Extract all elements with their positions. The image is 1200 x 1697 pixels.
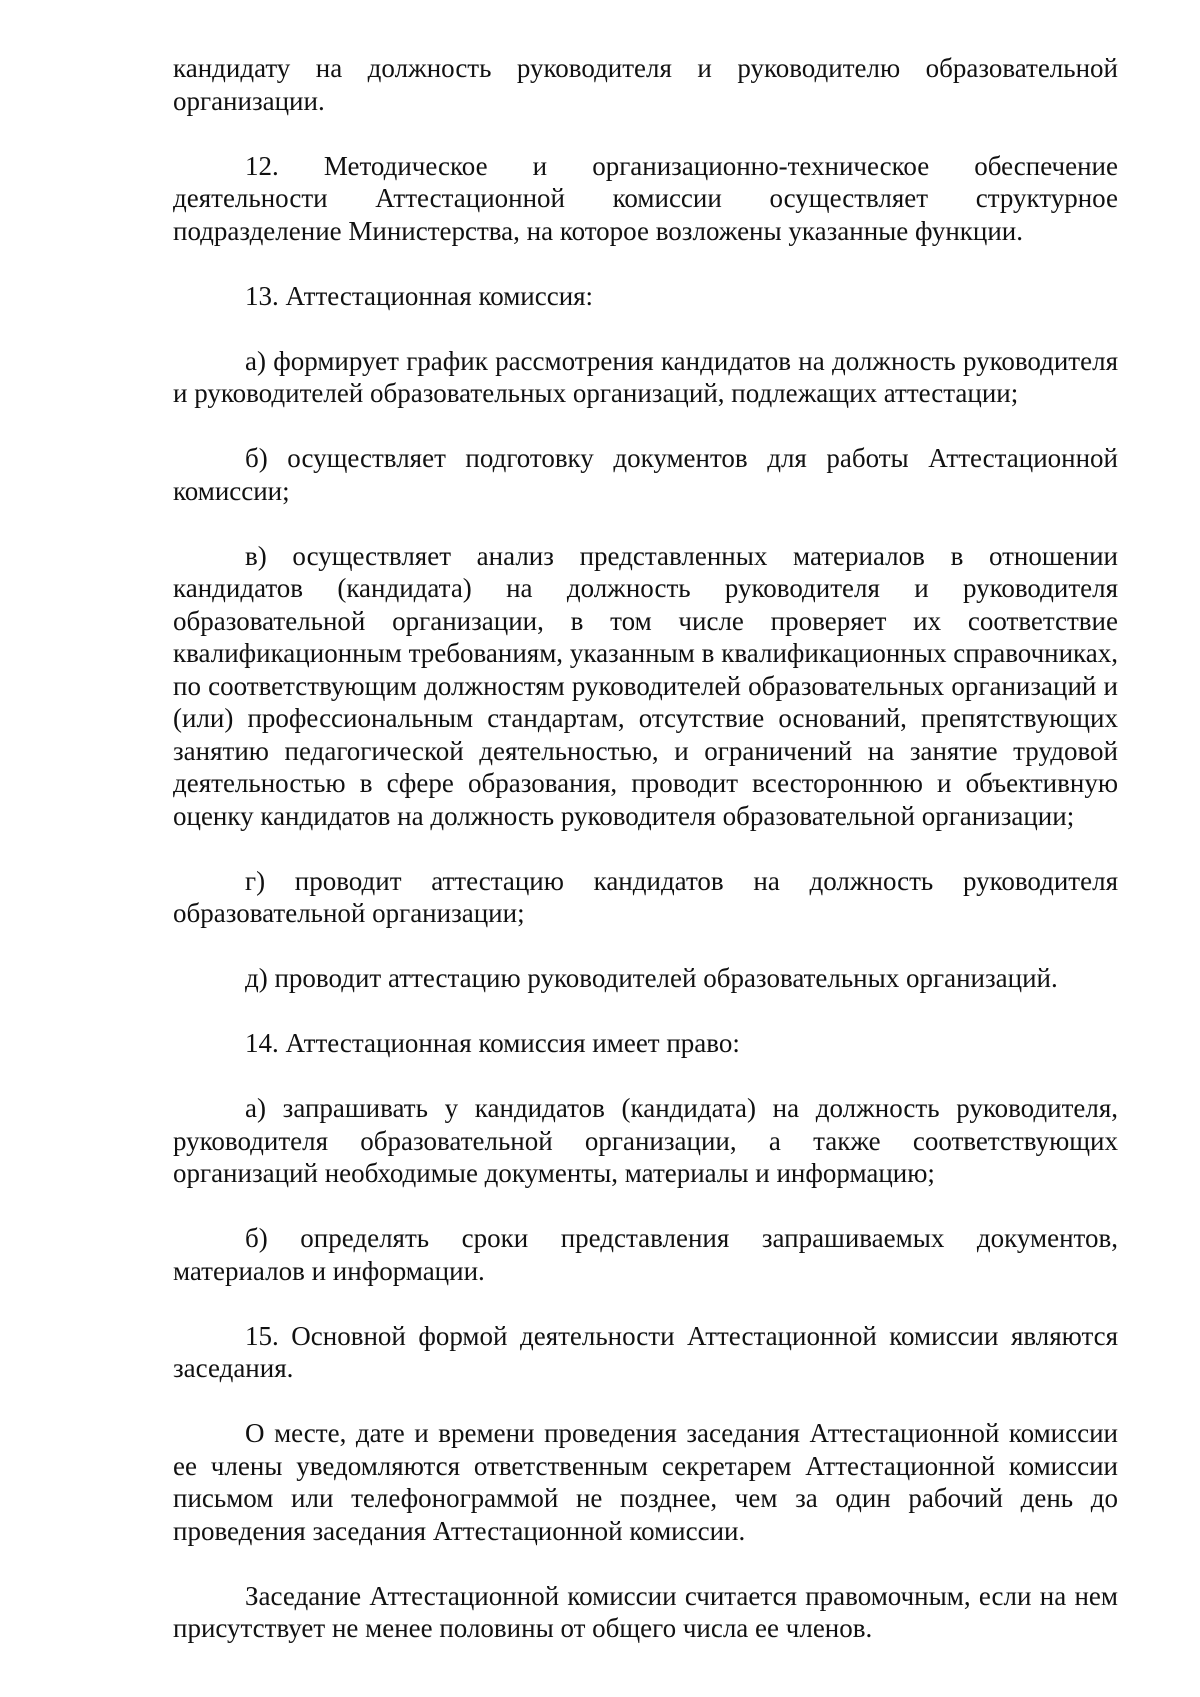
paragraph-14-a: а) запрашивать у кандидатов (кандидата) на должность руководителя, руководителя образовательной организации, а также соответствующих организаций необходимые документы, материалы и информацию; <box>173 1093 1118 1188</box>
paragraph-item-14: 14. Аттестационная комиссия имеет право: <box>245 1028 740 1058</box>
paragraph-13-a: а) формирует график рассмотрения кандидатов на должность руководителя и руководителей образовательных организаций, подлежащих аттестации; <box>173 345 1118 408</box>
paragraph-item-15: 15. Основной формой деятельности Аттестационной комиссии являются заседания. <box>173 1320 1118 1383</box>
paragraph-quorum: Заседание Аттестационной комиссии считается правомочным, если на нем присутствует не менее половины от общего числа ее членов. <box>173 1580 1118 1643</box>
paragraph-13-g: г) проводит аттестацию кандидатов на должность руководителя образовательной организации; <box>173 865 1118 928</box>
paragraph-item-12: 12. Методическое и организационно-техническое обеспечение деятельности Аттестационной комиссии осуществляет структурное подразделение Министерства, на которое возложены указанные функции. <box>173 150 1118 246</box>
paragraph-continuation: кандидату на должность руководителя и руководителю образовательной организации. <box>173 53 1118 116</box>
paragraph-item-13: 13. Аттестационная комиссия: <box>245 280 594 311</box>
paragraph-notification: О месте, дате и времени проведения заседания Аттестационной комиссии ее члены уведомляются ответственным секретарем Аттестационной комиссии письмом или телефонограммой не позднее, чем за один рабочий день до проведения заседания Аттестационной комиссии. <box>173 1418 1118 1546</box>
paragraph-13-b: б) осуществляет подготовку документов для работы Аттестационной комиссии; <box>173 443 1118 506</box>
document-body <box>173 52 1118 1645</box>
paragraph-14-b: б) определять сроки представления запрашиваемых документов, материалов и информации. <box>173 1223 1118 1286</box>
paragraph-13-v: в) осуществляет анализ представленных материалов в отношении кандидатов (кандидата) на должность руководителя и руководителя образовательной организации, в том числе проверяет их соответствие квалификационным требованиям, указанным в квалификационных справочниках, по соответствующим должностям руководителей образовательных организаций и (или) профессиональным стандартам, отсутствие оснований, препятствующих занятию педагогической деятельностью, и ограничений на занятие трудовой деятельностью в сфере образования, проводит всестороннюю и объективную оценку кандидатов на должность руководителя образовательной организации; <box>173 540 1118 831</box>
paragraph-13-d: д) проводит аттестацию руководителей образовательных организаций. <box>245 963 1058 993</box>
